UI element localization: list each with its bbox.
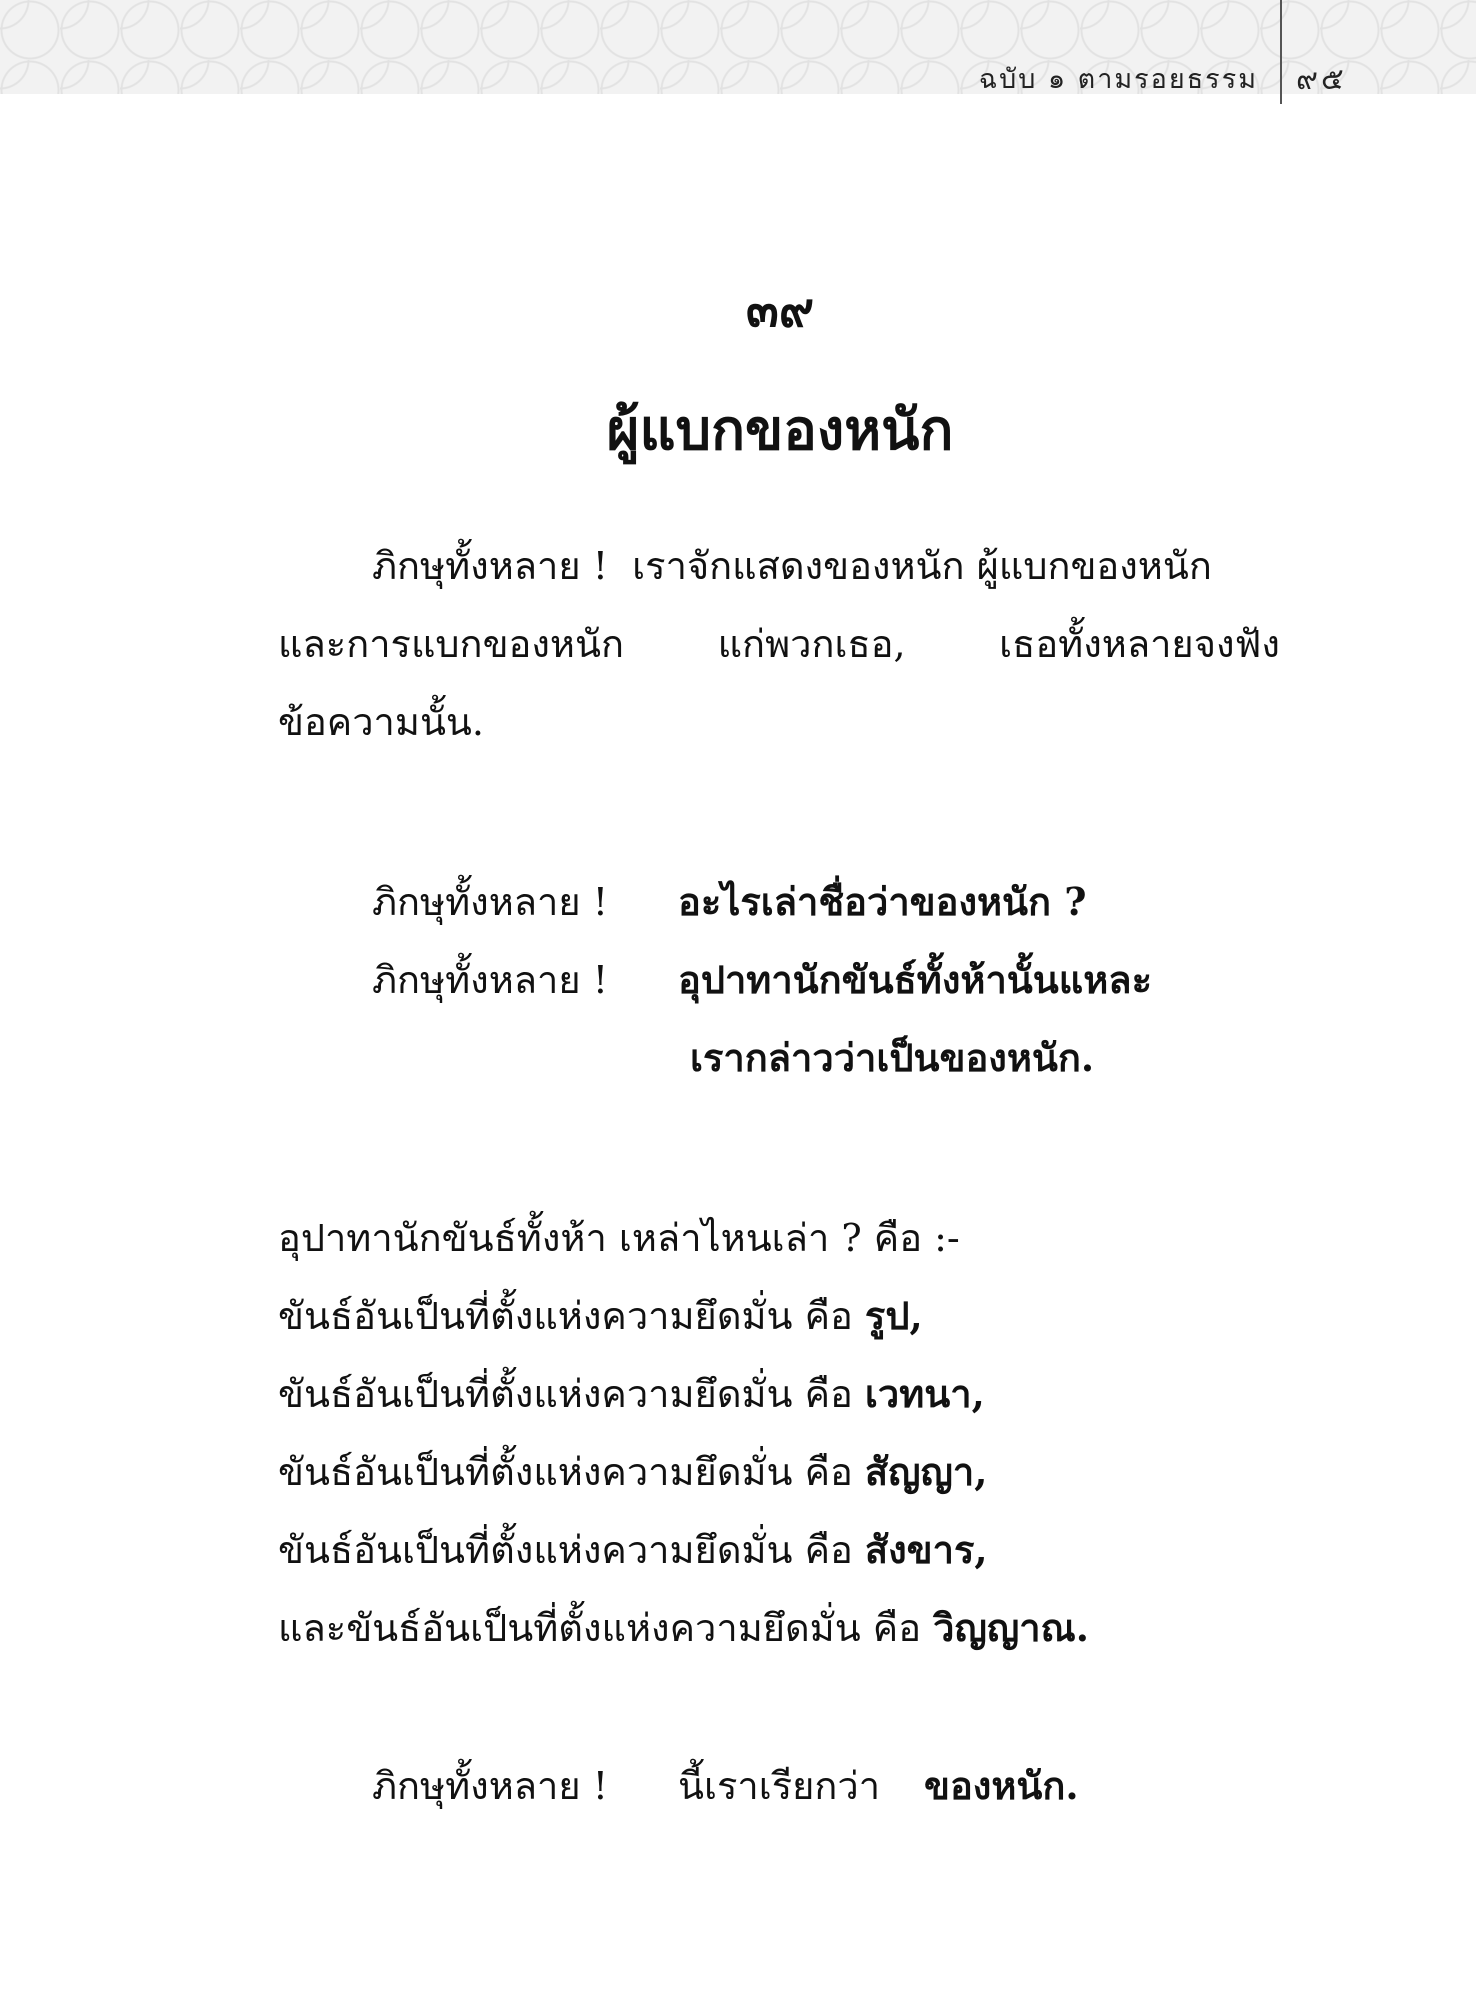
intro-text: เราจักแสดงของหนัก ผู้แบกของหนัก: [632, 544, 1212, 588]
answer-line-1: อุปาทานักขันธ์ทั้งห้านั้นแหละ: [678, 957, 1152, 1002]
answer-line-2: เรากล่าวว่าเป็นของหนัก.: [690, 1035, 1095, 1080]
list-item: [278, 1598, 1089, 1658]
chapter-number: ๓๙: [746, 282, 814, 338]
intro-phrase-1: และการแบกของหนัก: [278, 622, 624, 666]
list-item-term: สัญญา,: [864, 1449, 988, 1494]
list-lead: อุปาทานักขันธ์ทั้งห้า เหล่าไหนเล่า ? คือ :-: [278, 1216, 960, 1260]
list-item: [278, 1364, 985, 1424]
running-title: ฉบับ ๑ ตามรอยธรรม: [978, 64, 1258, 95]
intro-line-2: [278, 614, 1280, 674]
intro-phrase-3: เธอทั้งหลายจงฟัง: [999, 622, 1280, 666]
conclusion-text: นี้เราเรียกว่า: [678, 1764, 881, 1808]
list-item-term: รูป,: [864, 1293, 923, 1338]
intro-address: ภิกษุทั้งหลาย !: [372, 544, 608, 588]
list-item-term: สังขาร,: [864, 1527, 988, 1572]
header-divider: [1280, 0, 1282, 104]
list-item-prefix: ขันธ์อันเป็นที่ตั้งแห่งความยึดมั่น คือ: [278, 1372, 865, 1416]
list-item: [278, 1442, 987, 1502]
list-item-term: เวทนา,: [864, 1371, 985, 1416]
list-item-prefix: ขันธ์อันเป็นที่ตั้งแห่งความยึดมั่น คือ: [278, 1294, 865, 1338]
conclusion-address: ภิกษุทั้งหลาย !: [372, 1764, 608, 1808]
question-text: อะไรเล่าชื่อว่าของหนัก ?: [678, 879, 1087, 924]
intro-line-3: ข้อความนั้น.: [278, 700, 484, 744]
page-number: ๙๕: [1296, 62, 1347, 97]
chapter-title: ผู้แบกของหนัก: [606, 397, 954, 463]
list-item: [278, 1286, 923, 1346]
intro-line-1: [372, 536, 1212, 596]
list-item: [278, 1520, 988, 1580]
list-item-prefix: ขันธ์อันเป็นที่ตั้งแห่งความยึดมั่น คือ: [278, 1450, 865, 1494]
list-item-prefix: และขันธ์อันเป็นที่ตั้งแห่งความยึดมั่น คือ: [278, 1606, 934, 1650]
conclusion-term: ของหนัก.: [924, 1763, 1079, 1808]
question-address: ภิกษุทั้งหลาย !: [372, 880, 608, 924]
list-item-term: วิญญาณ.: [933, 1605, 1090, 1650]
list-item-prefix: ขันธ์อันเป็นที่ตั้งแห่งความยึดมั่น คือ: [278, 1528, 865, 1572]
intro-phrase-2: แก่พวกเธอ,: [717, 622, 906, 666]
answer-address: ภิกษุทั้งหลาย !: [372, 958, 608, 1002]
